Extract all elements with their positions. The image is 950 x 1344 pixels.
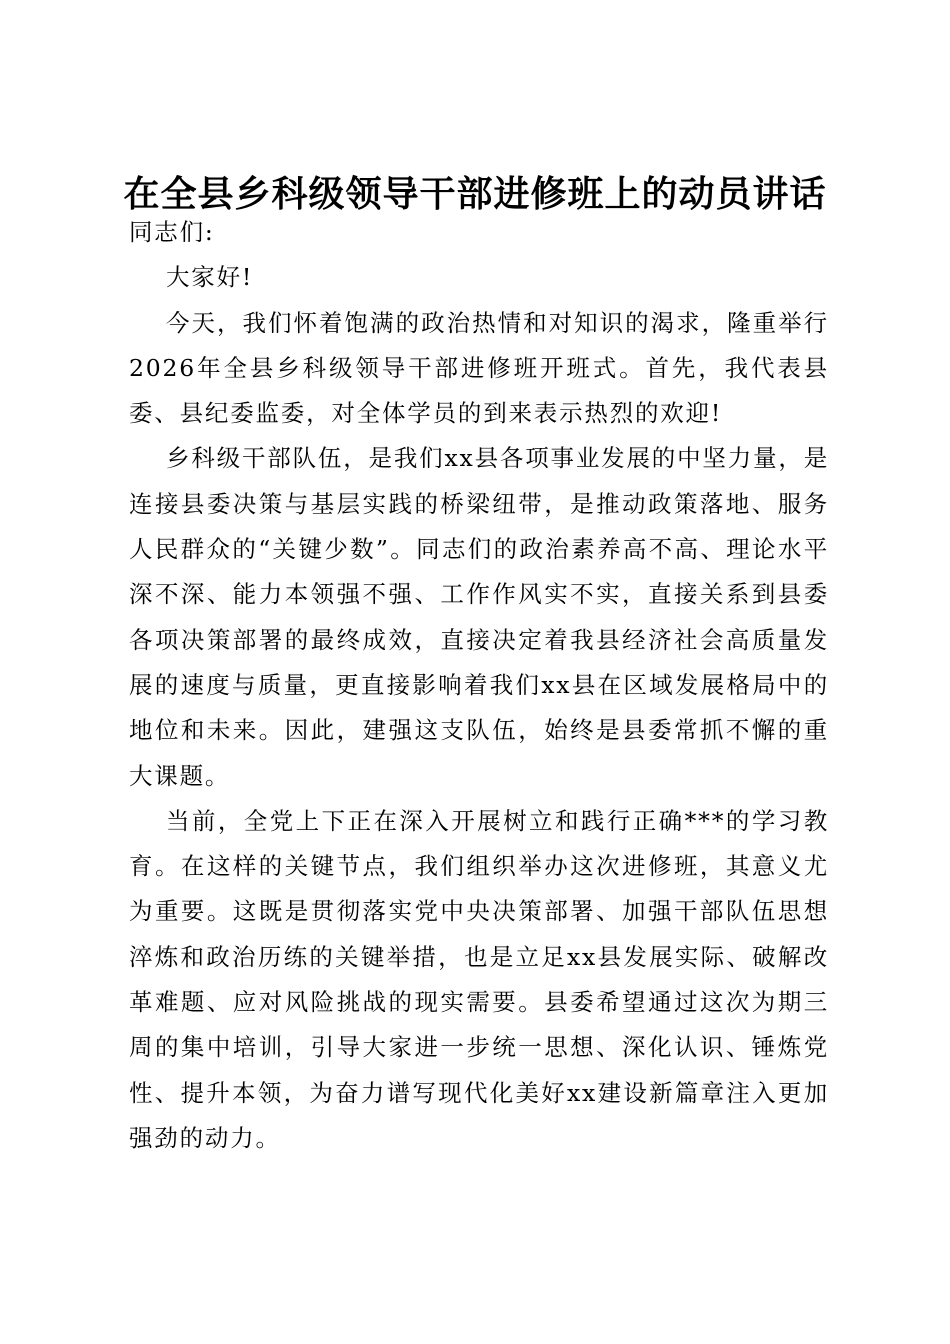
- paragraph-significance: 当前，全党上下正在深入开展树立和践行正确***的学习教育。在这样的关键节点，我们组织举办这次进修班，其意义尤为重要。这既是贯彻落实党中央决策部署、加强干部队伍思想淬炼和政治历练的关键举措，也是立足xx县发展实际、破解改革难题、应对风险挑战的现实需要。县委希望通过这次为期三周的集中培训，引导大家进一步统一思想、深化认识、锤炼党性、提升本领，为奋力谱写现代化美好xx建设新篇章注入更加强劲的动力。: [129, 806, 829, 1152]
- paragraph-cadre-role: 乡科级干部队伍，是我们xx县各项事业发展的中坚力量，是连接县委决策与基层实践的桥梁纽带，是推动政策落地、服务人民群众的“关键少数”。同志们的政治素养高不高、理论水平深不深、能力本领强不强、工作作风实不实，直接关系到县委各项决策部署的最终成效，直接决定着我县经济社会高质量发展的速度与质量，更直接影响着我们xx县在区域发展格局中的地位和未来。因此，建强这支队伍，始终是县委常抓不懈的重大课题。: [129, 444, 829, 790]
- document-body: [129, 210, 829, 1161]
- paragraph-greeting: 大家好!: [166, 263, 254, 292]
- document-title: 在全县乡科级领导干部进修班上的动员讲话: [123, 173, 827, 215]
- paragraph-opening: 今天，我们怀着饱满的政治热情和对知识的渴求，隆重举行2026年全县乡科级领导干部进修班开班式。首先，我代表县委、县纪委监委，对全体学员的到来表示热烈的欢迎!: [129, 308, 829, 428]
- salutation: 同志们:: [129, 218, 215, 246]
